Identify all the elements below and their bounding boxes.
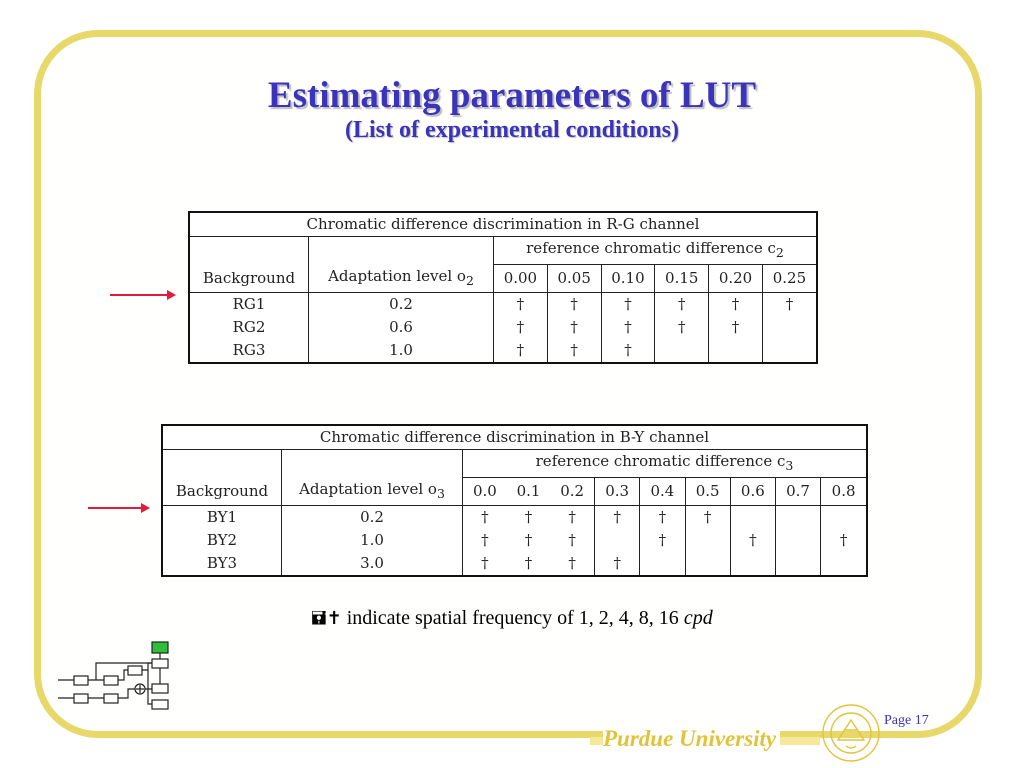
slide-subtitle: (List of experimental conditions) bbox=[345, 117, 679, 143]
rg-background-cell: RG1 bbox=[232, 294, 266, 313]
by-mark-cell bbox=[685, 552, 730, 576]
by-mark-cell: † bbox=[524, 530, 533, 549]
rg-col-background: Background bbox=[189, 265, 309, 293]
by-ref-value: 0.1 bbox=[507, 478, 550, 506]
by-ref-value: 0.0 bbox=[463, 478, 507, 506]
by-mark-cell bbox=[685, 529, 730, 552]
by-mark-cell: † bbox=[640, 529, 685, 552]
rg-condition-table bbox=[188, 211, 818, 364]
rg1-arrow bbox=[110, 294, 174, 296]
by-condition-table bbox=[161, 424, 868, 577]
rg-mark-cell: † bbox=[655, 292, 709, 316]
rg-mark-cell: † bbox=[601, 339, 655, 363]
by-background-cell: BY3 bbox=[206, 553, 238, 572]
by-reference-header: reference chromatic difference $c_3$ bbox=[463, 450, 868, 478]
rg-background-cell: RG3 bbox=[232, 340, 266, 359]
by-mark-cell: † bbox=[524, 553, 533, 572]
by-mark-cell: † bbox=[463, 505, 507, 529]
by1-arrow bbox=[88, 507, 148, 509]
by-ref-value: 0.5 bbox=[685, 478, 730, 506]
rg-mark-cell bbox=[709, 339, 763, 363]
by-mark-cell bbox=[821, 552, 867, 576]
rg-adaptation-cell: 0.2 bbox=[309, 292, 494, 316]
by-mark-cell: † bbox=[640, 505, 685, 529]
by-col-background: Background bbox=[162, 478, 282, 506]
by-mark-cell bbox=[775, 529, 820, 552]
university-name: Purdue University bbox=[603, 726, 780, 752]
by-ref-value: 0.7 bbox=[775, 478, 820, 506]
by-ref-value: 0.3 bbox=[595, 478, 640, 506]
table-row bbox=[162, 529, 867, 552]
by-background-cell: BY1 bbox=[206, 507, 238, 526]
table-row bbox=[162, 505, 867, 529]
by-mark-cell bbox=[730, 552, 775, 576]
by-mark-cell: † bbox=[595, 505, 640, 529]
by-ref-value: 0.6 bbox=[730, 478, 775, 506]
rg-mark-cell bbox=[655, 339, 709, 363]
by-adaptation-cell: 0.2 bbox=[282, 505, 463, 529]
rg-mark-cell: † bbox=[547, 292, 601, 316]
by-mark-cell bbox=[775, 505, 820, 529]
rg-mark-cell: † bbox=[494, 339, 548, 363]
by-adaptation-cell: 3.0 bbox=[282, 552, 463, 576]
by-mark-cell bbox=[821, 505, 867, 529]
by-mark-cell bbox=[640, 552, 685, 576]
by-mark-cell bbox=[775, 552, 820, 576]
table-row bbox=[162, 552, 867, 576]
by-mark-cell: † bbox=[463, 552, 507, 576]
rg-ref-value: 0.00 bbox=[494, 265, 548, 293]
note-unit: cpd bbox=[683, 607, 713, 629]
rg-mark-cell: † bbox=[601, 316, 655, 339]
rg-mark-cell: † bbox=[762, 292, 817, 316]
rg-adaptation-cell: 1.0 bbox=[309, 339, 494, 363]
table-row bbox=[189, 316, 817, 339]
by-mark-cell: † bbox=[463, 529, 507, 552]
by-ref-value: 0.2 bbox=[550, 478, 594, 506]
rg-reference-header: reference chromatic difference $c_2$ bbox=[494, 237, 818, 265]
rg-mark-cell bbox=[762, 316, 817, 339]
rg-mark-cell: † bbox=[709, 316, 763, 339]
rg-mark-cell: † bbox=[547, 339, 601, 363]
by-background-cell: BY2 bbox=[206, 530, 238, 549]
by-mark-cell: † bbox=[568, 553, 576, 572]
table-row bbox=[189, 292, 817, 316]
by-mark-cell bbox=[730, 505, 775, 529]
rg-adaptation-cell: 0.6 bbox=[309, 316, 494, 339]
rg-ref-value: 0.15 bbox=[655, 265, 709, 293]
by-col-adaptation: Adaptation level $o_3$ bbox=[282, 478, 463, 506]
rg-col-adaptation: Adaptation level $o_2$ bbox=[309, 265, 494, 293]
note-text: indicate spatial frequency of 1, 2, 4, 8, 16 bbox=[341, 607, 684, 629]
rg-ref-value: 0.10 bbox=[601, 265, 655, 293]
university-seal-icon bbox=[816, 700, 886, 766]
legend-glyph: 🖬✝ bbox=[311, 608, 342, 629]
by-mark-cell: † bbox=[821, 529, 867, 552]
by-ref-value: 0.8 bbox=[821, 478, 867, 506]
rg-table-caption: Chromatic difference discrimination in R-G channel bbox=[189, 212, 817, 237]
block-diagram-icon bbox=[58, 640, 178, 714]
rg-ref-value: 0.20 bbox=[709, 265, 763, 293]
spatial-frequency-note bbox=[0, 606, 1024, 636]
rg-mark-cell: † bbox=[494, 316, 548, 339]
rg-background-cell: RG2 bbox=[232, 317, 266, 336]
rg-mark-cell: † bbox=[494, 292, 548, 316]
by-ref-value: 0.4 bbox=[640, 478, 685, 506]
rg-mark-cell: † bbox=[547, 316, 601, 339]
by-adaptation-cell: 1.0 bbox=[282, 529, 463, 552]
by-mark-cell: † bbox=[685, 505, 730, 529]
rg-mark-cell: † bbox=[655, 316, 709, 339]
rg-mark-cell: † bbox=[709, 292, 763, 316]
page-number: Page 17 bbox=[884, 713, 929, 728]
rg-ref-value: 0.25 bbox=[762, 265, 817, 293]
by-mark-cell: † bbox=[568, 507, 576, 526]
table-row bbox=[189, 339, 817, 363]
by-mark-cell: † bbox=[568, 530, 576, 549]
rg-mark-cell bbox=[762, 339, 817, 363]
by-table-caption: Chromatic difference discrimination in B-Y channel bbox=[162, 425, 867, 450]
by-mark-cell: † bbox=[730, 529, 775, 552]
by-mark-cell: † bbox=[595, 552, 640, 576]
rg-ref-value: 0.05 bbox=[547, 265, 601, 293]
by-mark-cell bbox=[595, 529, 640, 552]
by-mark-cell: † bbox=[524, 507, 533, 526]
rg-mark-cell: † bbox=[601, 292, 655, 316]
slide-title: Estimating parameters of LUT bbox=[267, 75, 757, 116]
